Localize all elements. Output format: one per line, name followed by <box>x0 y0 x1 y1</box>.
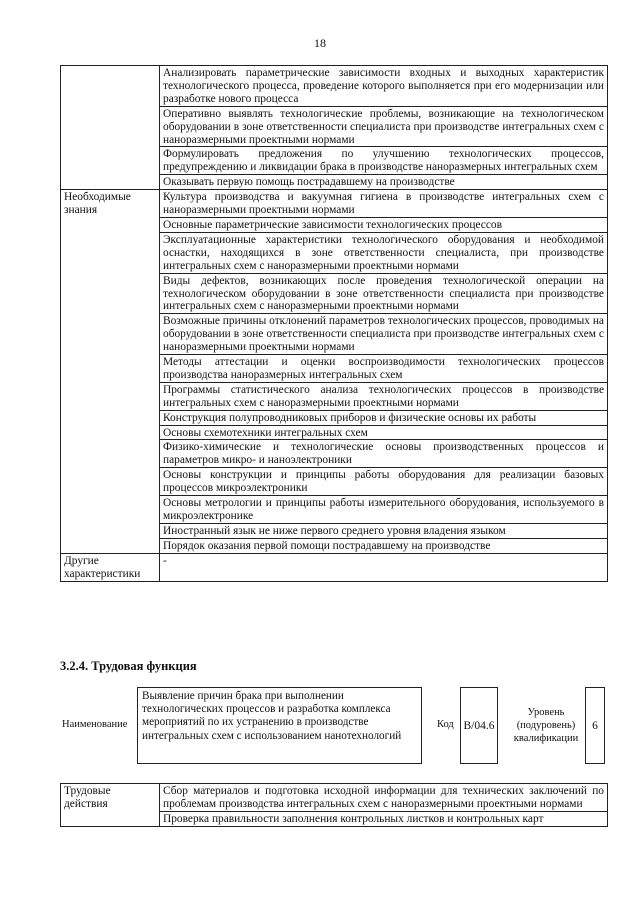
table-row <box>61 784 608 812</box>
table-cell: Физико-химические и технологические основы производственных процессов и параметров микро- и наноэлектроники <box>160 440 608 468</box>
table-cell: Оперативно выявлять технологические проблемы, возникающие на технологическом оборудовании в зоне ответственности специалиста при производстве интегральных схем с наноразмерными проектными нормами <box>160 106 608 147</box>
row-group-label: Трудовые действия <box>61 784 160 827</box>
page-number: 18 <box>314 36 326 50</box>
table-cell: Возможные причины отклонений параметров технологических процессов, проводимых на оборудовании в зоне ответственности специалиста при производстве интегральных схем с наноразмерными проектными нормами <box>160 314 608 355</box>
table-cell: Методы аттестации и оценки воспроизводимости технологических процессов производства наноразмерных интегральных схем <box>160 355 608 383</box>
function-name-box: Выявление причин брака при выполнении технологических процессов и разработка комплекса мероприятий по их устранению в производстве интегральных схем с использованием нанотехнологий <box>137 687 422 764</box>
table-cell: Основы схемотехники интегральных схем <box>160 425 608 440</box>
table-cell: - <box>160 553 608 581</box>
table-row <box>61 553 608 581</box>
code-value-box: B/04.6 <box>460 687 498 764</box>
table-row <box>61 66 608 107</box>
table-row <box>61 190 608 218</box>
table-cell: Сбор материалов и подготовка исходной информации для технических заключений по проблемам производства интегральных схем с наноразмерными проектными нормами <box>160 784 608 812</box>
row-group-label <box>61 66 160 190</box>
table-cell: Конструкция полупроводниковых приборов и физические основы их работы <box>160 410 608 425</box>
table-cell: Формулировать предложения по улучшению технологических процессов, предупреждению и ликвидации брака в производстве наноразмерных интегральных схем <box>160 147 608 175</box>
table-cell: Основы конструкции и принципы работы оборудования для реализации базовых процессов микроэлектроники <box>160 468 608 496</box>
table-cell: Основные параметрические зависимости технологических процессов <box>160 217 608 232</box>
qualification-level-label: Уровень (подуровень) квалификации <box>513 707 579 744</box>
table-cell: Программы статистического анализа технологических процессов в производстве интегральных схем с наноразмерными проектными нормами <box>160 382 608 410</box>
row-group-label: Другие характеристики <box>61 553 160 581</box>
qualification-level-box: 6 <box>585 687 605 764</box>
labor-actions-table <box>60 783 608 827</box>
table-cell: Культура производства и вакуумная гигиена в производстве интегральных схем с наноразмерными проектными нормами <box>160 190 608 218</box>
section-title: 3.2.4. Трудовая функция <box>60 659 197 673</box>
name-label: Наименование <box>62 719 128 730</box>
skills-knowledge-table <box>60 65 608 582</box>
table-cell: Эксплуатационные характеристики технологического оборудования и необходимой оснастки, находящихся в зоне ответственности специалиста, при производстве интегральных схем с наноразмерными проектными нормами <box>160 232 608 273</box>
table-cell: Проверка правильности заполнения контрольных листков и контрольных карт <box>160 811 608 826</box>
table-cell: Виды дефектов, возникающих после проведения технологической операции на технологическом оборудовании в зоне ответственности специалиста при производстве интегральных схем с наноразмерными проектными нормами <box>160 273 608 314</box>
table-cell: Порядок оказания первой помощи пострадавшему на производстве <box>160 538 608 553</box>
table-cell: Оказывать первую помощь пострадавшему на производстве <box>160 175 608 190</box>
code-label: Код <box>437 719 454 730</box>
table-cell: Основы метрологии и принципы работы измерительного оборудования, используемого в микроэлектронике <box>160 496 608 524</box>
table-cell: Анализировать параметрические зависимости входных и выходных характеристик технологического процесса, проведение которого выполняется при его модернизации или разработке нового процесса <box>160 66 608 107</box>
table-cell: Иностранный язык не ниже первого среднего уровня владения языком <box>160 523 608 538</box>
row-group-label: Необходимые знания <box>61 190 160 554</box>
